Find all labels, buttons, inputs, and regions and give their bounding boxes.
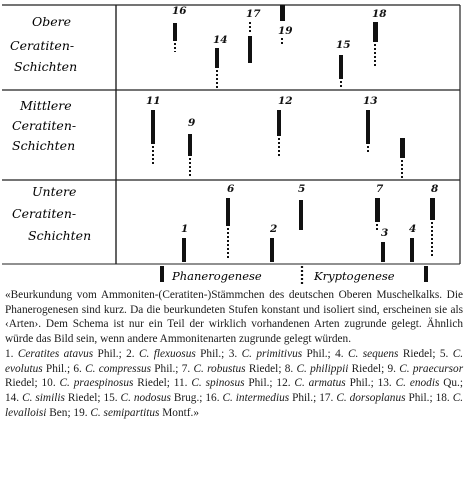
species-author: Riedel; — [64, 391, 101, 404]
marker-9 — [188, 117, 196, 178]
species-item — [174, 377, 273, 389]
species-name: C. primitivus — [241, 347, 303, 360]
species-number: 16. — [205, 391, 223, 404]
species-number: 3. — [228, 347, 242, 360]
species-author: Riedel; — [133, 377, 170, 390]
marker-12 — [277, 95, 293, 158]
species-author: Montf.» — [159, 406, 199, 419]
species-number: 5. — [439, 347, 453, 360]
species-name: C. nodosus — [120, 391, 171, 404]
svg-text:Obere: Obere — [32, 14, 72, 29]
svg-text:7: 7 — [376, 183, 384, 195]
svg-text:Schichten: Schichten — [12, 138, 76, 153]
svg-text:15: 15 — [336, 39, 351, 51]
species-number: 19. — [73, 406, 91, 419]
species-name: C. praecursor — [399, 362, 464, 375]
species-item — [285, 363, 385, 375]
species-item — [276, 377, 373, 389]
species-author: Riedel; — [398, 347, 436, 360]
row-label-lower — [12, 184, 91, 243]
svg-text:13: 13 — [363, 95, 378, 107]
species-name: C. sequens — [347, 347, 399, 360]
svg-text:19: 19 — [278, 25, 293, 37]
species-number: 15. — [103, 391, 121, 404]
species-item — [229, 348, 331, 360]
species-name: C. semipartitus — [90, 406, 160, 419]
marker-19 — [278, 5, 293, 46]
species-item — [335, 348, 435, 360]
species-name: C. evolutus — [5, 347, 464, 375]
svg-text:1: 1 — [181, 223, 189, 235]
species-number: 17. — [319, 391, 337, 404]
diagram-legend — [160, 266, 428, 284]
species-item — [42, 377, 170, 389]
svg-text:5: 5 — [298, 183, 306, 195]
marker-10 — [400, 138, 405, 180]
species-name: C. intermedius — [222, 391, 290, 404]
row-label-middle — [12, 98, 76, 153]
species-author: Phil.; — [345, 377, 374, 390]
species-author: Phil.; — [42, 362, 71, 375]
legend-solid-bar — [160, 266, 164, 282]
species-number: 6. — [73, 362, 86, 375]
svg-text:11: 11 — [146, 95, 161, 107]
svg-text:14: 14 — [213, 34, 228, 46]
marker-17 — [246, 8, 261, 63]
species-name: C. enodis — [395, 377, 440, 390]
species-item — [378, 377, 463, 389]
svg-text:17: 17 — [246, 8, 261, 20]
species-author: Phil.; — [244, 377, 273, 390]
species-name: C. similis — [22, 391, 65, 404]
marker-18 — [372, 8, 387, 66]
species-item — [205, 392, 316, 404]
marker-15 — [336, 39, 351, 89]
marker-13 — [363, 95, 378, 152]
species-author: Phil.; — [289, 391, 317, 404]
marker-14 — [213, 34, 228, 88]
svg-text:16: 16 — [172, 5, 187, 17]
species-number: 7. — [181, 362, 194, 375]
svg-text:Schichten: Schichten — [28, 228, 92, 243]
marker-11 — [146, 95, 161, 164]
svg-text:6: 6 — [227, 183, 235, 195]
species-name: C. spinosus — [191, 377, 245, 390]
species-item — [73, 407, 199, 419]
species-name: C. compressus — [85, 362, 152, 375]
svg-text:Mittlere: Mittlere — [20, 98, 72, 113]
species-author: Phil.; — [405, 391, 433, 404]
svg-text:2: 2 — [270, 223, 278, 235]
species-number: 10. — [41, 377, 60, 390]
svg-text:3: 3 — [381, 227, 389, 239]
species-author: Riedel; — [5, 377, 38, 390]
species-name: C. flexuosus — [138, 347, 196, 360]
svg-text:Untere: Untere — [32, 184, 77, 199]
marker-3 — [381, 227, 388, 262]
marker-4 — [409, 223, 416, 262]
species-number: 2. — [126, 347, 139, 360]
marker-5 — [298, 183, 305, 230]
legend-solid-label: Phanerogenese — [172, 269, 262, 283]
species-author: Qu.; — [439, 377, 464, 390]
species-name: C. praespinosus — [59, 377, 134, 390]
svg-text:Ceratiten-: Ceratiten- — [12, 118, 77, 133]
svg-text:8: 8 — [431, 183, 439, 195]
svg-text:12: 12 — [278, 95, 293, 107]
species-author: Riedel; — [348, 362, 385, 375]
species-number: 12. — [276, 377, 295, 390]
species-number: 18. — [435, 391, 453, 404]
species-number: 8. — [284, 362, 297, 375]
species-author: Phil.; — [302, 347, 331, 360]
marker-7 — [375, 183, 384, 232]
species-name: C. philippii — [296, 362, 349, 375]
species-markers — [146, 5, 439, 262]
species-author: Ben; — [46, 406, 71, 419]
species-item — [5, 392, 101, 404]
species-list — [5, 348, 463, 419]
marker-8 — [430, 183, 439, 256]
svg-text:Ceratiten-: Ceratiten- — [10, 38, 75, 53]
row-label-upper — [10, 14, 77, 74]
svg-text:9: 9 — [188, 117, 196, 129]
species-item — [182, 363, 282, 375]
marker-2 — [269, 223, 277, 262]
species-item — [5, 348, 122, 360]
species-item — [126, 348, 224, 360]
species-number: 14. — [5, 391, 23, 404]
species-number: 13. — [377, 377, 396, 390]
species-item — [319, 392, 432, 404]
species-author: Brug.; — [170, 391, 203, 404]
species-number: 9. — [387, 362, 400, 375]
species-number: 1. — [5, 347, 18, 360]
species-name: C. robustus — [193, 362, 246, 375]
species-number: 4. — [335, 347, 348, 360]
species-author: Phil.; — [93, 347, 122, 360]
species-name: C. armatus — [294, 377, 346, 390]
species-name: Ceratites atavus — [17, 347, 94, 360]
species-name: C. dorsoplanus — [336, 391, 406, 404]
svg-text:Ceratiten-: Ceratiten- — [12, 206, 77, 221]
species-author: Phil.; — [195, 347, 225, 360]
legend-dashed-label: Kryptogenese — [314, 269, 395, 283]
figure-caption — [5, 288, 463, 420]
svg-text:Schichten: Schichten — [14, 59, 78, 74]
species-author: Riedel; — [245, 362, 282, 375]
caption-intro: «Beurkundung vom Ammoniten-(Ceratiten-)Stämmchen des deutschen Oberen Muschelkalks. Die Phanerogenesen sind kurz. Da die beurkundeten Stufen konstant und isoliert sind, erscheinen sie als ‹Arten›. Dem Schema ist nur ein Teil der wirklich vorhandenen Arten zugrunde gelegt. Ähnlich würde das Bild sein, wenn andere Ammonitenarten zugrunde gelegt würden. — [5, 289, 463, 346]
species-name: C. levalloisi — [5, 391, 464, 419]
species-item — [73, 363, 178, 375]
marker-16 — [172, 5, 187, 52]
species-author: Phil.; — [151, 362, 179, 375]
svg-text:4: 4 — [409, 223, 417, 235]
species-item — [103, 392, 202, 404]
species-number: 11. — [173, 377, 192, 390]
marker-1 — [181, 223, 188, 262]
svg-text:18: 18 — [372, 8, 387, 20]
marker-6 — [226, 183, 235, 260]
